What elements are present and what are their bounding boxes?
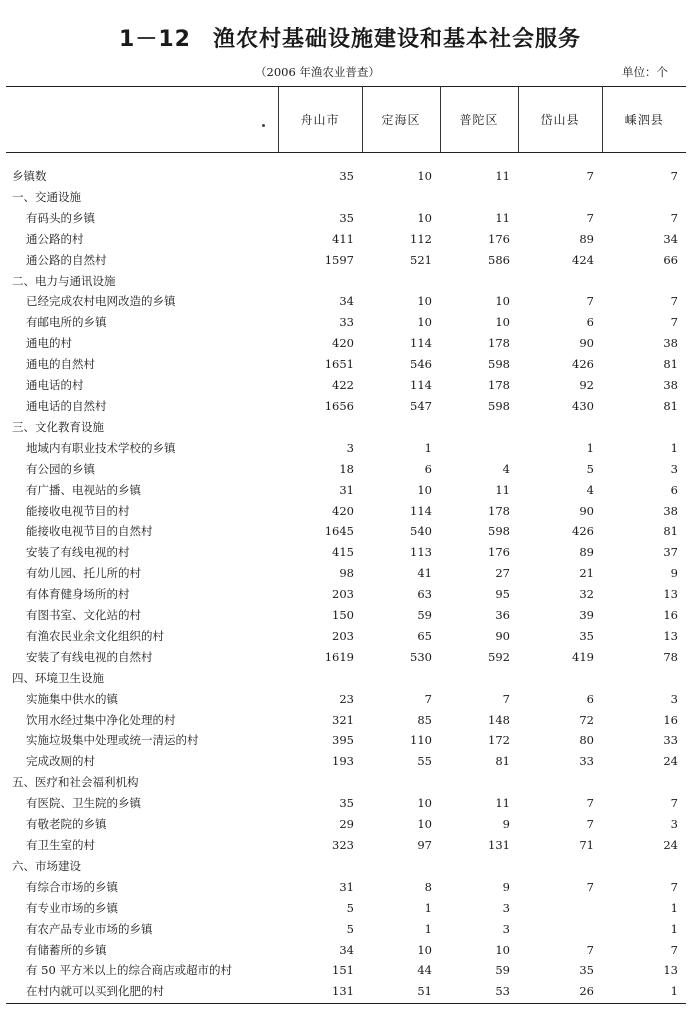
row-label: 能接收电视节目的村 xyxy=(26,503,130,518)
cell-value: 7 xyxy=(670,294,678,309)
row-label: 有公园的乡镇 xyxy=(26,461,95,476)
cell-value: 151 xyxy=(332,963,354,978)
cell-value xyxy=(440,187,518,208)
cell-value: 110 xyxy=(410,733,432,748)
row-label: 已经完成农村电网改造的乡镇 xyxy=(26,294,176,309)
section-label: 四、环境卫生设施 xyxy=(12,670,104,685)
cell-value: 10 xyxy=(417,796,432,811)
table-row xyxy=(6,291,686,312)
cell-value xyxy=(362,417,440,438)
cell-value: 90 xyxy=(579,336,594,351)
cell-value: 18 xyxy=(339,461,354,476)
cell-value: 10 xyxy=(417,210,432,225)
row-label: 实施垃圾集中处理或统一清运的村 xyxy=(26,733,199,748)
cell-value: 85 xyxy=(417,712,432,727)
cell-value: 10 xyxy=(417,294,432,309)
cell-value xyxy=(440,668,518,689)
table-row xyxy=(6,166,686,187)
cell-value: 35 xyxy=(339,169,354,183)
cell-value: 178 xyxy=(488,336,510,351)
cell-value: 9 xyxy=(502,817,510,832)
row-label: 通公路的村 xyxy=(26,231,84,246)
section-label: 五、医疗和社会福利机构 xyxy=(12,775,139,790)
cell-value xyxy=(602,271,686,292)
cell-value: 193 xyxy=(332,754,354,769)
cell-value: 7 xyxy=(670,315,678,330)
cell-value: 178 xyxy=(488,503,510,518)
cell-value: 7 xyxy=(586,169,594,183)
table-row xyxy=(6,960,686,981)
cell-value: 71 xyxy=(579,838,594,852)
cell-value: 7 xyxy=(670,210,678,225)
section-label: 一、交通设施 xyxy=(12,189,81,204)
row-label: 有敬老院的乡镇 xyxy=(26,817,107,832)
cell-value: 4 xyxy=(502,461,510,476)
cell-value: 1645 xyxy=(324,524,354,539)
table-row xyxy=(6,563,686,584)
cell-value: 10 xyxy=(417,169,432,183)
cell-value: 112 xyxy=(410,231,432,246)
cell-value: 34 xyxy=(339,942,354,957)
cell-value: 9 xyxy=(502,879,510,894)
cell-value xyxy=(518,417,602,438)
section-label: 六、市场建设 xyxy=(12,858,81,873)
cell-value: 13 xyxy=(663,628,678,643)
cell-value: 38 xyxy=(663,503,678,518)
cell-value: 10 xyxy=(495,315,510,330)
cell-value: 23 xyxy=(339,691,354,706)
unit-label: 单位：个 xyxy=(622,65,668,79)
cell-value: 97 xyxy=(417,838,432,852)
cell-value: 10 xyxy=(417,942,432,957)
cell-value: 3 xyxy=(670,817,678,832)
column-header: 定海区 xyxy=(362,86,440,152)
row-label: 有储蓄所的乡镇 xyxy=(26,942,107,957)
row-label: 有医院、卫生院的乡镇 xyxy=(26,796,141,811)
table-row xyxy=(6,396,686,417)
cell-value: 426 xyxy=(572,524,594,539)
cell-value: 89 xyxy=(579,545,594,560)
cell-value xyxy=(440,772,518,793)
cell-value: 7 xyxy=(424,691,432,706)
table-row xyxy=(6,793,686,814)
row-label: 有体育健身场所的村 xyxy=(26,587,130,602)
cell-value: 34 xyxy=(339,294,354,309)
cell-value: 424 xyxy=(572,252,594,267)
section-label: 乡镇数 xyxy=(12,169,47,183)
cell-value xyxy=(518,772,602,793)
cell-value: 114 xyxy=(410,378,432,393)
section-label: 二、电力与通讯设施 xyxy=(12,273,116,288)
cell-value: 546 xyxy=(410,357,432,372)
table-row xyxy=(6,229,686,250)
table-row xyxy=(6,605,686,626)
cell-value: 203 xyxy=(332,628,354,643)
row-label: 通公路的自然村 xyxy=(26,252,107,267)
cell-value: 3 xyxy=(670,461,678,476)
cell-value: 78 xyxy=(663,649,678,664)
row-label: 实施集中供水的镇 xyxy=(26,691,118,706)
cell-value: 10 xyxy=(495,294,510,309)
cell-value: 1619 xyxy=(324,649,354,664)
cell-value: 540 xyxy=(410,524,432,539)
cell-value: 35 xyxy=(579,963,594,978)
table-row xyxy=(6,626,686,647)
cell-value: 1 xyxy=(424,900,432,915)
cell-value: 31 xyxy=(339,879,354,894)
cell-value: 10 xyxy=(417,315,432,330)
cell-value: 1656 xyxy=(324,398,354,413)
cell-value: 11 xyxy=(495,796,510,811)
cell-value: 72 xyxy=(579,712,594,727)
cell-value: 7 xyxy=(670,796,678,811)
table-row xyxy=(6,940,686,961)
cell-value: 586 xyxy=(488,252,510,267)
cell-value: 7 xyxy=(670,169,678,183)
cell-value: 38 xyxy=(663,378,678,393)
cell-value: 32 xyxy=(579,587,594,602)
table-row xyxy=(6,584,686,605)
cell-value: 10 xyxy=(417,817,432,832)
table-title: 渔农村基础设施建设和基本社会服务 xyxy=(212,27,581,52)
row-label: 有综合市场的乡镇 xyxy=(26,879,118,894)
row-label: 有幼儿园、托儿所的村 xyxy=(26,566,141,581)
cell-value: 33 xyxy=(339,315,354,330)
cell-value: 51 xyxy=(417,984,432,999)
cell-value: 415 xyxy=(332,545,354,560)
cell-value: 6 xyxy=(424,461,432,476)
cell-value xyxy=(362,668,440,689)
cell-value: 63 xyxy=(417,587,432,602)
page-title xyxy=(0,22,700,53)
cell-value xyxy=(278,417,362,438)
cell-value: 1 xyxy=(670,921,678,936)
table-row xyxy=(6,751,686,772)
table-row xyxy=(6,710,686,731)
row-label: 有卫生室的村 xyxy=(26,838,95,852)
cell-value: 59 xyxy=(495,963,510,978)
row-label: 通电的自然村 xyxy=(26,357,95,372)
cell-value: 7 xyxy=(670,942,678,957)
column-header: 普陀区 xyxy=(440,86,518,152)
cell-value: 1 xyxy=(424,440,432,455)
cell-value: 5 xyxy=(586,461,594,476)
row-label: 通电话的自然村 xyxy=(26,398,107,413)
cell-value xyxy=(518,668,602,689)
cell-value: 1 xyxy=(586,440,594,455)
table-row xyxy=(6,647,686,668)
row-label: 在村内就可以买到化肥的村 xyxy=(26,984,164,999)
row-label: 有广播、电视站的乡镇 xyxy=(26,482,141,497)
cell-value: 547 xyxy=(410,398,432,413)
cell-value: 7 xyxy=(586,210,594,225)
cell-value: 323 xyxy=(332,838,354,852)
row-label: 有农产品专业市场的乡镇 xyxy=(26,921,153,936)
cell-value: 3 xyxy=(670,691,678,706)
table-row xyxy=(6,772,686,793)
cell-value: 592 xyxy=(488,649,510,664)
cell-value: 6 xyxy=(670,482,678,497)
cell-value: 420 xyxy=(332,503,354,518)
table-row xyxy=(6,312,686,333)
cell-value: 90 xyxy=(579,503,594,518)
cell-value: 521 xyxy=(410,252,432,267)
cell-value: 150 xyxy=(332,608,354,623)
cell-value: 1 xyxy=(670,984,678,999)
cell-value: 95 xyxy=(495,587,510,602)
table-row xyxy=(6,438,686,459)
table-row xyxy=(6,187,686,208)
cell-value: 65 xyxy=(417,628,432,643)
cell-value: 27 xyxy=(495,566,510,581)
cell-value: 81 xyxy=(663,524,678,539)
row-label: 安装了有线电视的村 xyxy=(26,545,130,560)
cell-value: 81 xyxy=(495,754,510,769)
cell-value xyxy=(518,271,602,292)
row-label: 有渔农民业余文化组织的村 xyxy=(26,628,164,643)
table-row xyxy=(6,271,686,292)
cell-value: 131 xyxy=(332,984,354,999)
cell-value: 37 xyxy=(663,545,678,560)
cell-value: 172 xyxy=(488,733,510,748)
table-row xyxy=(6,856,686,877)
cell-value: 41 xyxy=(417,566,432,581)
cell-value: 176 xyxy=(488,231,510,246)
cell-value: 426 xyxy=(572,357,594,372)
cell-value: 21 xyxy=(579,566,594,581)
cell-value: 24 xyxy=(663,838,678,852)
cell-value xyxy=(518,187,602,208)
table-row xyxy=(6,668,686,689)
table-row xyxy=(6,981,686,1002)
cell-value: 321 xyxy=(332,712,354,727)
row-label: 有 50 平方米以上的综合商店或超市的村 xyxy=(26,963,232,978)
table-row xyxy=(6,480,686,501)
cell-value: 6 xyxy=(586,315,594,330)
cell-value xyxy=(278,856,362,877)
table-row xyxy=(6,333,686,354)
cell-value: 113 xyxy=(410,545,432,560)
cell-value: 7 xyxy=(502,691,510,706)
cell-value: 419 xyxy=(572,649,594,664)
column-header: 舟山市 xyxy=(278,86,362,152)
cell-value: 411 xyxy=(332,231,354,246)
table-row xyxy=(6,375,686,396)
cell-value: 44 xyxy=(417,963,432,978)
cell-value xyxy=(518,919,602,940)
cell-value: 3 xyxy=(502,900,510,915)
cell-value: 3 xyxy=(502,921,510,936)
cell-value xyxy=(440,438,518,459)
cell-value: 59 xyxy=(417,608,432,623)
table-row xyxy=(6,898,686,919)
cell-value: 114 xyxy=(410,503,432,518)
cell-value: 11 xyxy=(495,169,510,183)
cell-value: 530 xyxy=(410,649,432,664)
row-label: 饮用水经过集中净化处理的村 xyxy=(26,712,176,727)
cell-value: 178 xyxy=(488,378,510,393)
section-label: 三、文化教育设施 xyxy=(12,419,104,434)
cell-value: 98 xyxy=(339,566,354,581)
cell-value: 33 xyxy=(663,733,678,748)
cell-value: 176 xyxy=(488,545,510,560)
cell-value xyxy=(278,668,362,689)
column-header: 岱山县 xyxy=(518,86,602,152)
cell-value xyxy=(602,772,686,793)
cell-value: 7 xyxy=(586,817,594,832)
row-label: 能接收电视节目的自然村 xyxy=(26,524,153,539)
table-row xyxy=(6,689,686,710)
cell-value: 35 xyxy=(579,628,594,643)
table-row xyxy=(6,814,686,835)
cell-value xyxy=(602,187,686,208)
cell-value: 11 xyxy=(495,482,510,497)
cell-value: 1 xyxy=(670,900,678,915)
cell-value: 395 xyxy=(332,733,354,748)
cell-value: 1597 xyxy=(324,252,354,267)
cell-value xyxy=(278,271,362,292)
cell-value: 35 xyxy=(339,210,354,225)
cell-value xyxy=(362,856,440,877)
cell-value xyxy=(440,856,518,877)
cell-value: 13 xyxy=(663,963,678,978)
table-row xyxy=(6,835,686,856)
cell-value xyxy=(362,772,440,793)
table-row xyxy=(6,459,686,480)
table-row xyxy=(6,521,686,542)
cell-value: 420 xyxy=(332,336,354,351)
cell-value: 7 xyxy=(586,796,594,811)
data-table xyxy=(6,86,686,1002)
cell-value: 53 xyxy=(495,984,510,999)
table-row xyxy=(6,208,686,229)
cell-value: 39 xyxy=(579,608,594,623)
cell-value: 148 xyxy=(488,712,510,727)
row-label: 地域内有职业技术学校的乡镇 xyxy=(26,440,176,455)
cell-value xyxy=(278,187,362,208)
row-label: 有码头的乡镇 xyxy=(26,210,95,225)
cell-value: 16 xyxy=(663,608,678,623)
cell-value: 5 xyxy=(346,921,354,936)
cell-value: 6 xyxy=(586,691,594,706)
cell-value: 10 xyxy=(495,942,510,957)
cell-value: 36 xyxy=(495,608,510,623)
cell-value: 89 xyxy=(579,231,594,246)
cell-value: 92 xyxy=(579,378,594,393)
cell-value: 114 xyxy=(410,336,432,351)
table-row xyxy=(6,501,686,522)
cell-value xyxy=(362,187,440,208)
cell-value xyxy=(278,772,362,793)
cell-value: 81 xyxy=(663,357,678,372)
row-label: 通电的村 xyxy=(26,336,72,351)
cell-value: 38 xyxy=(663,336,678,351)
cell-value: 131 xyxy=(488,838,510,852)
cell-value: 1 xyxy=(424,921,432,936)
cell-value: 5 xyxy=(346,900,354,915)
table-row xyxy=(6,877,686,898)
cell-value: 422 xyxy=(332,378,354,393)
cell-value: 10 xyxy=(417,482,432,497)
cell-value: 31 xyxy=(339,482,354,497)
cell-value: 7 xyxy=(586,879,594,894)
cell-value: 430 xyxy=(572,398,594,413)
cell-value: 9 xyxy=(670,566,678,581)
cell-value xyxy=(362,271,440,292)
cell-value xyxy=(602,856,686,877)
bottom-rule xyxy=(6,1003,686,1004)
row-label: 完成改厕的村 xyxy=(26,754,95,769)
cell-value: 7 xyxy=(586,942,594,957)
cell-value xyxy=(602,417,686,438)
subtitle: （2006 年渔农业普查） xyxy=(255,65,380,79)
cell-value: 3 xyxy=(346,440,354,455)
column-header: 嵊泗县 xyxy=(602,86,686,152)
cell-value: 7 xyxy=(586,294,594,309)
cell-value: 4 xyxy=(586,482,594,497)
cell-value: 81 xyxy=(663,398,678,413)
cell-value: 29 xyxy=(339,817,354,832)
cell-value: 90 xyxy=(495,628,510,643)
cell-value: 16 xyxy=(663,712,678,727)
row-label: 安装了有线电视的自然村 xyxy=(26,649,153,664)
cell-value xyxy=(518,856,602,877)
cell-value: 33 xyxy=(579,754,594,769)
table-body xyxy=(6,152,686,1002)
table-row xyxy=(6,919,686,940)
cell-value xyxy=(440,417,518,438)
row-label: 有专业市场的乡镇 xyxy=(26,900,118,915)
cell-value: 598 xyxy=(488,357,510,372)
cell-value: 1651 xyxy=(324,357,354,372)
cell-value: 11 xyxy=(495,210,510,225)
cell-value xyxy=(518,898,602,919)
cell-value: 24 xyxy=(663,754,678,769)
table-row xyxy=(6,542,686,563)
cell-value xyxy=(602,668,686,689)
table-row xyxy=(6,730,686,751)
cell-value: 80 xyxy=(579,733,594,748)
cell-value: 55 xyxy=(417,754,432,769)
header-stub xyxy=(6,86,278,152)
cell-value: 1 xyxy=(670,440,678,455)
header-row xyxy=(6,86,686,152)
cell-value xyxy=(440,271,518,292)
cell-value: 203 xyxy=(332,587,354,602)
row-label: 有邮电所的乡镇 xyxy=(26,315,107,330)
cell-value: 35 xyxy=(339,796,354,811)
cell-value: 598 xyxy=(488,398,510,413)
cell-value: 8 xyxy=(424,879,432,894)
table-row xyxy=(6,417,686,438)
table-row xyxy=(6,354,686,375)
row-label: 有图书室、文化站的村 xyxy=(26,608,141,623)
cell-value: 34 xyxy=(663,231,678,246)
cell-value: 7 xyxy=(670,879,678,894)
cell-value: 13 xyxy=(663,587,678,602)
cell-value: 66 xyxy=(663,252,678,267)
cell-value: 26 xyxy=(579,984,594,999)
table-number: 1－12 xyxy=(119,27,191,52)
spacer-row xyxy=(6,152,686,166)
table-row xyxy=(6,250,686,271)
cell-value: 598 xyxy=(488,524,510,539)
row-label: 通电话的村 xyxy=(26,378,84,393)
